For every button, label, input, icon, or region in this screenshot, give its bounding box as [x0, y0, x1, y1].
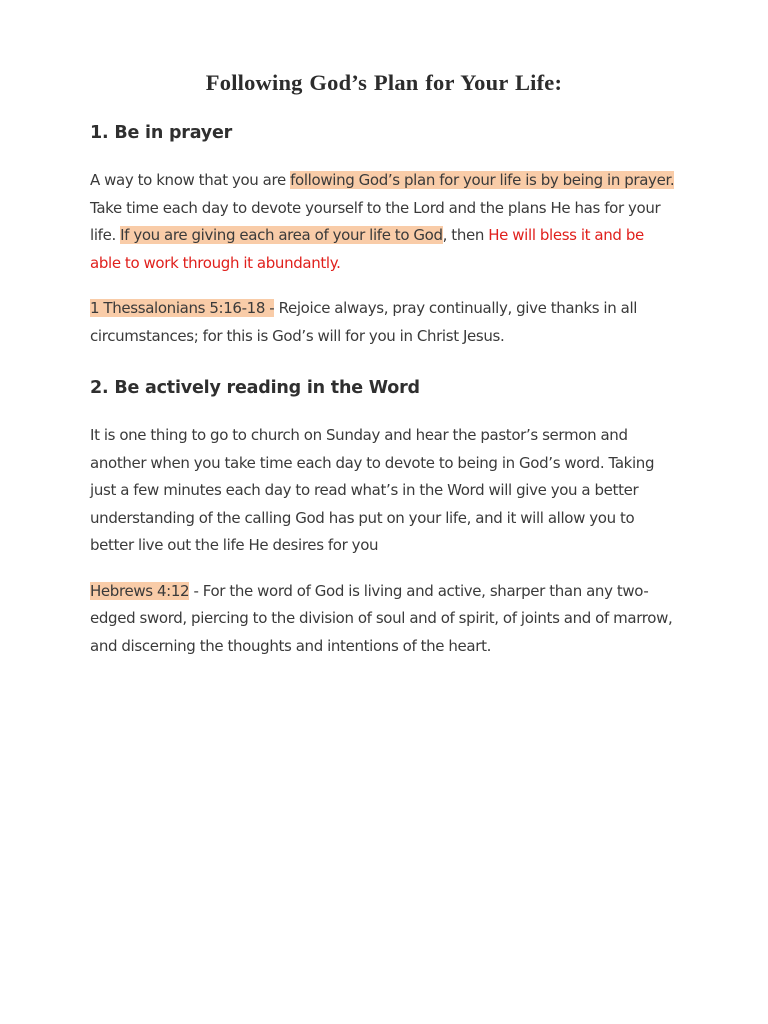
section-heading-word: 2. Be actively reading in the Word [90, 378, 420, 398]
highlighted-text: following God’s plan for your life is by being in prayer. [290, 171, 675, 189]
text-run: A way to know that you are [90, 171, 291, 189]
prayer-paragraph [90, 167, 678, 277]
thessalonians-verse [90, 295, 678, 350]
hebrews-verse [90, 578, 678, 661]
red-emphasis-text: He will bless it and be able to work through it abundantly. [90, 226, 644, 272]
verse-text: - For the word of God is living and active, sharper than any two-edged sword, piercing to the division of soul and of spirit, of joints and of marrow, and discerning the thoughts and intentions of the heart. [90, 581, 673, 655]
highlighted-text: If you are giving each area of your life to God [120, 226, 443, 244]
section-heading-prayer: 1. Be in prayer [90, 123, 233, 143]
verse-reference: Hebrews 4:12 [90, 581, 190, 600]
word-paragraph: It is one thing to go to church on Sunday and hear the pastor’s sermon and another when you take time each day to devote to being in God’s word. Taking just a few minutes each day to read what’s in the Word will give you a better understanding of the calling God has put on your life, and it will allow you to better live out the life He desires for you [90, 426, 655, 554]
verse-reference: 1 Thessalonians 5:16-18 - [90, 299, 275, 317]
document-title: Following God’s Plan for Your Life: [205, 70, 563, 95]
text-run: , then [442, 226, 489, 244]
text-run: Take time each day to devote yourself to the Lord and the plans He has for your life. [90, 198, 661, 244]
verse-text: Rejoice always, pray continually, give thanks in all circumstances; for this is God’s will for you in Christ Jesus. [90, 299, 638, 345]
